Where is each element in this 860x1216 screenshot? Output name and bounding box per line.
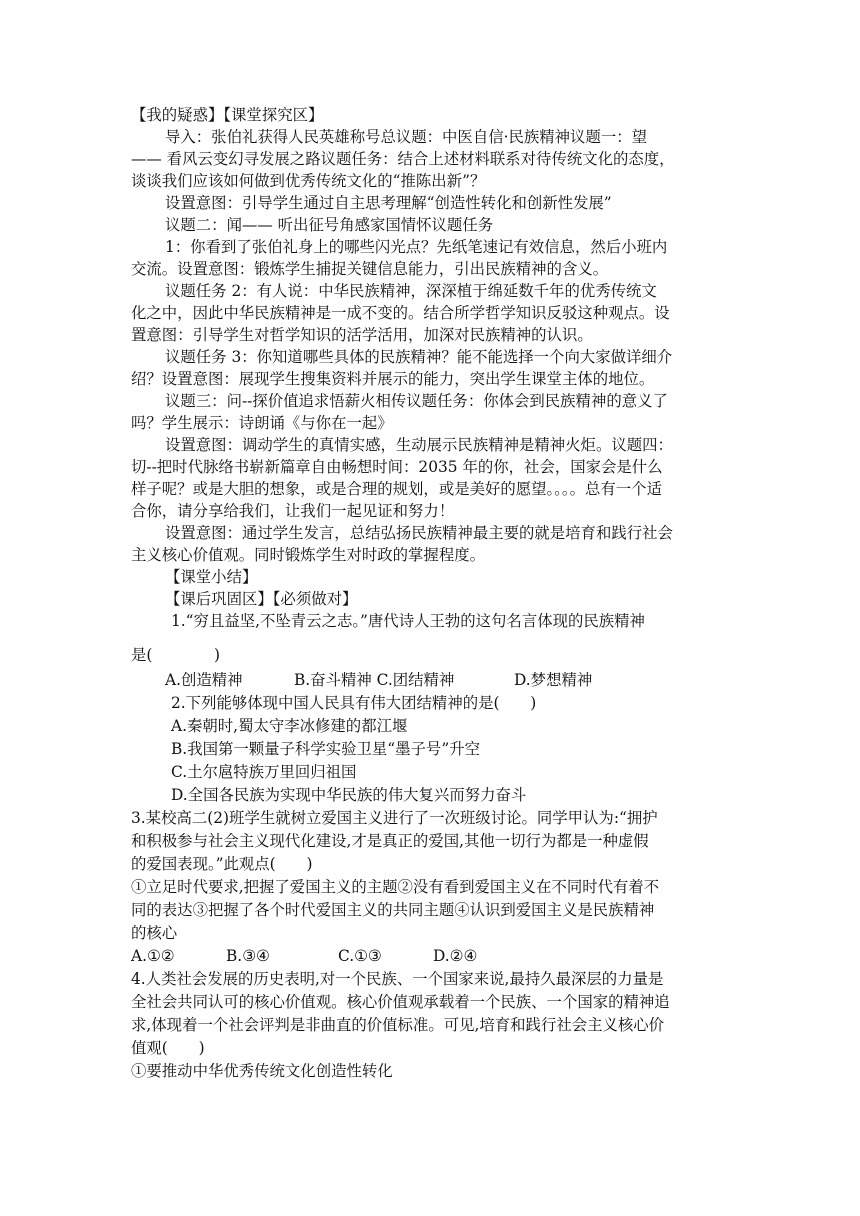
paragraph-line: 导入：张伯礼获得人民英雄称号总议题：中医自信·民族精神议题一：望 xyxy=(165,128,648,146)
paragraph-line: 置意图：引导学生对哲学知识的活学活用，加深对民族精神的认识。 xyxy=(131,326,593,344)
question-3-option-b: B.③④ xyxy=(226,947,270,965)
paragraph-line: 议题二：闻—— 听出征号角感家国情怀议题任务 xyxy=(165,216,494,234)
section-heading: 【课后巩固区】【必须做对】 xyxy=(165,590,358,608)
question-2-option-b: B.我国第一颗量子科学实验卫星“墨子号”升空 xyxy=(171,740,480,758)
paragraph-line: 议题任务 3：你知道哪些具体的民族精神？能不能选择一个向大家做详细介 xyxy=(165,348,673,366)
paragraph-line: 议题三：问--探价值追求悟薪火相传议题任务：你体会到民族精神的意义了 xyxy=(165,392,668,410)
question-3-option-c: C.①③ xyxy=(338,947,382,965)
paragraph-line: 设置意图：调动学生的真情实感，生动展示民族精神是精神火炬。议题四： xyxy=(165,436,673,454)
question-3-option-a: A.①② xyxy=(131,947,175,965)
paragraph-line: 1：你看到了张伯礼身上的哪些闪光点？先纸笔速记有效信息，然后小班内 xyxy=(165,238,668,256)
paragraph-line: 绍？设置意图：展现学生搜集资料并展示的能力，突出学生课堂主体的地位。 xyxy=(131,370,655,388)
question-1-option-bc: B.奋斗精神 C.团结精神 xyxy=(294,671,455,689)
paragraph-line: 合你，请分享给我们，让我们一起见证和努力！ xyxy=(131,502,455,520)
section-heading: 【我的疑惑】【课堂探究区】 xyxy=(131,106,324,124)
question-1-option-d: D.梦想精神 xyxy=(514,671,593,689)
paragraph-line: 化之中，因此中华民族精神是一成不变的。结合所学哲学知识反驳这种观点。设 xyxy=(131,304,670,322)
question-1-stem: 1.“穷且益坚,不坠青云之志。”唐代诗人王勃的这句名言体现的民族精神 xyxy=(171,612,645,630)
question-3-option-d: D.②④ xyxy=(433,947,478,965)
paragraph-line: 吗？学生展示：诗朗诵《与你在一起》 xyxy=(131,414,393,432)
paragraph-line: 谈谈我们应该如何做到优秀传统文化的“推陈出新”？ xyxy=(131,172,486,190)
question-3-stem: 的爱国表现。”此观点( ) xyxy=(131,855,313,873)
question-3-statements: 的核心 xyxy=(131,924,178,942)
paragraph-line: 主义核心价值观。同时锻炼学生对时政的掌握程度。 xyxy=(131,546,485,564)
question-4-stem: 4.人类社会发展的历史表明,对一个民族、一个国家来说,最持久最深层的力量是 xyxy=(131,970,664,988)
paragraph-line: 交流。设置意图：锻炼学生捕捉关键信息能力，引出民族精神的含义。 xyxy=(131,260,609,278)
question-4-stem: 求,体现着一个社会评判是非曲直的价值标准。可见,培育和践行社会主义核心价 xyxy=(131,1016,665,1034)
paragraph-line: 设置意图：通过学生发言，总结弘扬民族精神最主要的就是培育和践行社会 xyxy=(165,524,673,542)
question-2-option-c: C.土尔扈特族万里回归祖国 xyxy=(171,763,357,781)
question-4-stem: 全社会共同认可的核心价值观。核心价值观承载着一个民族、一个国家的精神追 xyxy=(131,993,670,1011)
question-3-statements: ①立足时代要求,把握了爱国主义的主题②没有看到爱国主义在不同时代有着不 xyxy=(131,878,660,896)
question-3-statements: 同的表达③把握了各个时代爱国主义的共同主题④认识到爱国主义是民族精神 xyxy=(131,901,655,919)
paragraph-line: 切--把时代脉络书崭新篇章自由畅想时间：2035 年的你，社会，国家会是什么 xyxy=(131,458,663,476)
question-3-stem: 3.某校高二(2)班学生就树立爱国主义进行了一次班级讨论。同学甲认为:“拥护 xyxy=(131,809,658,827)
question-4-statement: ①要推动中华优秀传统文化创造性转化 xyxy=(131,1062,393,1080)
section-heading: 【课堂小结】 xyxy=(165,568,258,586)
question-2-option-a: A.秦朝时,蜀太守李冰修建的都江堰 xyxy=(171,717,408,735)
paragraph-line: —— 看风云变幻寻发展之路议题任务：结合上述材料联系对待传统文化的态度， xyxy=(131,150,675,168)
paragraph-line: 议题任务 2：有人说：中华民族精神，深深植于绵延数千年的优秀传统文 xyxy=(165,282,657,300)
paragraph-line: 样子呢？或是大胆的想象，或是合理的规划，或是美好的愿望。。。。总有一个适 xyxy=(131,480,662,498)
paragraph-line: 设置意图：引导学生通过自主思考理解“创造性转化和创新性发展” xyxy=(165,194,612,212)
question-1-option-a: A.创造精神 xyxy=(165,671,243,689)
question-4-stem: 值观( ) xyxy=(131,1039,205,1057)
question-3-stem: 和积极参与社会主义现代化建设,才是真正的爱国,其他一切行为都是一种虚假 xyxy=(131,832,649,850)
question-2-stem: 2.下列能够体现中国人民具有伟大团结精神的是( ) xyxy=(171,694,537,712)
question-1-stem: 是( ) xyxy=(131,646,220,664)
question-2-option-d: D.全国各民族为实现中华民族的伟大复兴而努力奋斗 xyxy=(171,786,527,804)
